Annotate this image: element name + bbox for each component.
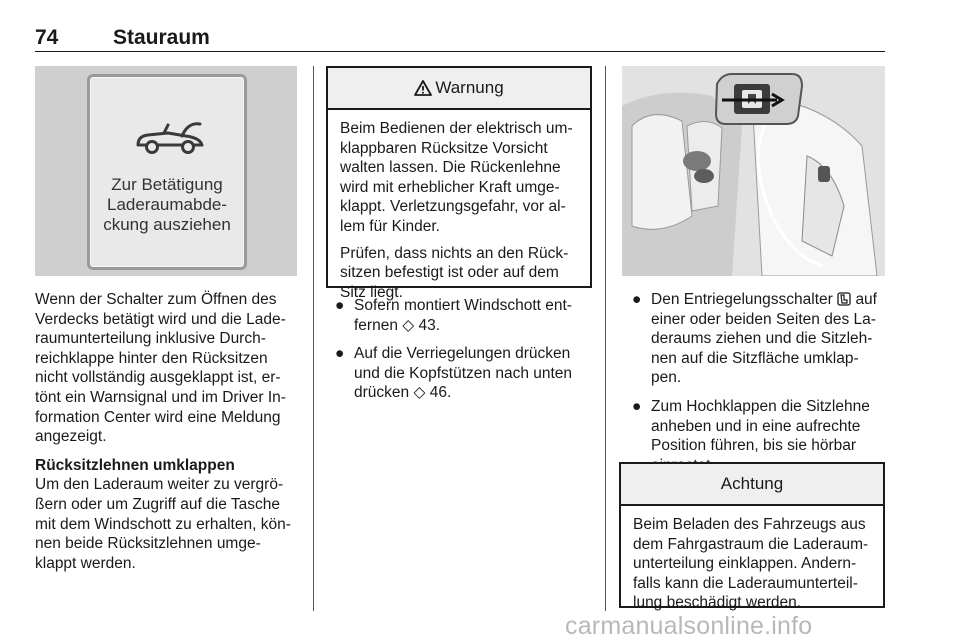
middle-column-text — [333, 296, 593, 412]
figure-photo-seat-release — [622, 66, 885, 276]
page-number: 74 — [35, 26, 59, 49]
list-item — [333, 344, 593, 403]
watermark: carmanualsonline.info — [565, 612, 813, 640]
list-item — [333, 296, 593, 335]
page-ref-icon: ◇ — [413, 384, 426, 402]
list-item-end: . — [446, 384, 452, 402]
convertible-car-icon — [130, 117, 210, 157]
sticker-text — [90, 175, 244, 235]
bullet-icon: ● — [335, 297, 345, 314]
right-bullet-list — [630, 290, 888, 475]
list-item-text: Auf die Verriegelungen drücken und die Kopfstützen nach unten drücken — [354, 345, 573, 402]
sticker-line: Zur Betätigung — [111, 175, 223, 194]
bullet-icon: ● — [335, 345, 345, 363]
page-ref-link[interactable]: 43 — [418, 316, 436, 334]
page-header — [35, 22, 885, 52]
sticker-line: Laderaumabde- — [106, 195, 228, 214]
warning-box-header — [328, 68, 590, 110]
intro-paragraph: Wenn der Schalter zum Öffnen des Verdecks betätigt wird und die Lade-raumunterteilung inklusive Durch-reichklappe hinter den Rücksitzen nicht vollständig ausgeklappt ist, er-tönt ein Warnsignal und im Driver In-formation Center wird eine Meldung angezeigt. — [35, 291, 286, 446]
list-item-text: Zum Hochklappen die Sitzlehne anheben und in eine aufrechte Position führen, bis sie hörbar — [651, 397, 870, 455]
list-item-text: auf einer oder beiden Seiten des La-deraums ziehen und die Sitzleh-nen auf die Sitzfläche umklap-pen. — [651, 291, 877, 387]
column-divider-left — [313, 66, 314, 611]
seat-release-illustration — [622, 66, 885, 276]
warning-paragraph: Prüfen, dass nichts an den Rück-sitzen befestigt ist oder auf dem Sitz liegt. — [340, 244, 569, 301]
warning-paragraph: Beim Bedienen der elektrisch um-klappbaren Rücksitze Vorsicht walten lassen. Die Rückenlehne wird mit erheblicher Kraft umge-klappt. Verletzungsgefahr, vor al-lem für Kinder. — [340, 120, 573, 235]
body-paragraph: Um den Laderaum weiter zu vergrö-ßern oder um Zugriff auf die Tasche mit dem Windschott zu erhalten, kön-nen beide Rücksitzlehnen umge-klappt werden. — [35, 476, 291, 572]
middle-bullet-list — [333, 296, 593, 403]
caution-box-header — [621, 464, 883, 506]
column-divider-right — [605, 66, 606, 611]
warning-triangle-icon — [414, 80, 432, 96]
warning-box-body — [328, 110, 590, 310]
caution-box — [619, 462, 885, 612]
page-ref-icon: ◇ — [402, 316, 415, 334]
sticker-label — [87, 74, 247, 270]
caution-box-body — [621, 506, 883, 621]
page-ref-link[interactable]: 46 — [429, 384, 447, 402]
list-item-end: . — [435, 316, 441, 334]
section-title: Stauraum — [113, 26, 210, 49]
caution-title: Achtung — [720, 474, 784, 493]
sticker-line: ckung ausziehen — [103, 215, 231, 234]
figure-sticker — [35, 66, 297, 276]
warning-box — [326, 66, 592, 301]
bullet-icon: ● — [632, 397, 642, 415]
caution-paragraph: Beim Beladen des Fahrzeugs aus dem Fahrgastraum die Laderaum-unterteilung einklappen. Andern-falls kann die Laderaumunterteil-lung beschädigt werden. — [633, 516, 869, 612]
right-column-text — [630, 290, 888, 484]
list-item — [630, 290, 888, 388]
subheading: Rücksitzlehnen umklappen — [35, 456, 235, 474]
list-item-text: Den Entriegelungsschalter — [651, 291, 833, 308]
bullet-icon: ● — [632, 291, 642, 308]
seat-release-switch-icon — [837, 292, 851, 306]
left-column-text — [35, 290, 300, 582]
list-item-text: Sofern montiert Windschott ent-fernen — [354, 297, 572, 334]
warning-title: Warnung — [435, 78, 504, 97]
